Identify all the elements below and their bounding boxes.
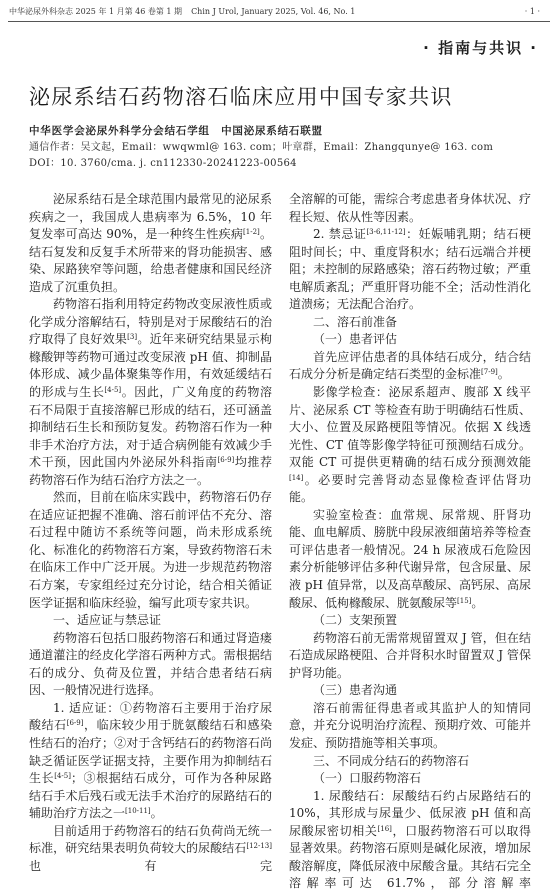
paragraph <box>29 191 272 296</box>
paragraph <box>29 700 272 823</box>
paragraph-text: ；③根据结石成分，可作为各种尿路结石手术后残石或无法手术治疗的尿路结石的辅助治疗方法之一 <box>29 771 272 821</box>
paragraph-text: 。 <box>150 806 163 821</box>
citation: [10-11] <box>125 807 151 816</box>
paragraph <box>289 507 531 612</box>
paragraph: 药物溶石前无需常规留置双 J 管，但在结石造成尿路梗阻、合并肾积水时留置双 J 管保护肾功能。 <box>289 630 531 680</box>
header-rule <box>8 21 550 22</box>
citation: [6-9] <box>66 719 84 728</box>
paragraph-text: 。结石复发和反复手术所带来的肾功能损害、感染、尿路狭窄等问题，给患者健康和国民经济造成了沉重负担。 <box>29 227 272 294</box>
corresponding-authors: 通信作者：吴文起，Email：wwqwml@ 163. com；叶章群，Email：Zhangqunye@ 163. com <box>29 142 494 153</box>
paragraph-text: 1. 尿酸结石：尿酸结石约占尿路结石的 10%，其形成与尿量少、低尿液 pH 值和高尿酸尿密切相关 <box>289 788 531 838</box>
citation: [4-5] <box>104 386 122 395</box>
subsection-heading: （二）支架预置 <box>313 613 398 628</box>
column-label: · 指南与共识 · <box>423 39 538 57</box>
right-column <box>289 191 531 891</box>
author-groups: 中华医学会泌尿外科学分会结石学组 中国泌尿系结石联盟 <box>29 125 323 137</box>
running-header <box>9 6 540 17</box>
doi: DOI：10. 3760/cma. j. cn112330-20241223-00564 <box>29 158 297 169</box>
paragraph-text: 目前适用于药物溶石的结石负荷尚无统一标准，研究结果表明负荷较大的尿酸结石 <box>29 823 272 856</box>
citation: [15] <box>457 596 472 605</box>
paragraph-text: 。必要时完善肾动态显像检查评估肾功能。 <box>289 472 531 505</box>
paragraph-text: 实验室检查：血常规、尿常规、肝肾功能、血电解质、膀胱中段尿液细菌培养等检查可评估患者一般情况。24 h 尿液成石危险因素分析能够评估多种代谢异常，包含尿量、尿液 pH 值异常，以及高草酸尿、高钙尿、高尿酸尿、低枸橼酸尿、胱氨酸尿等 <box>289 507 531 610</box>
citation: [16] <box>377 824 392 833</box>
citation: [1-2] <box>243 228 260 237</box>
subsection-heading: （一）口服药物溶石 <box>313 771 422 786</box>
paragraph-text: 。近年来研究结果显示枸橼酸钾等药物可通过改变尿液 pH 值、抑制晶体形成、减少晶体聚集等作用，有效延缓结石的形成与生长 <box>29 332 272 400</box>
citation: [7-9] <box>481 368 498 377</box>
subsection-heading: （三）患者沟通 <box>313 683 398 698</box>
paragraph <box>29 296 272 489</box>
paragraph-text: 也有完 <box>29 858 272 873</box>
paragraph-text: ，口服药物溶石可以取得显著效果。药物溶石原则是碱化尿液，增加尿酸溶解度，降低尿液中尿酸含量。其结石完全溶解率可达 61.7%，部分溶解率 <box>289 823 531 891</box>
paragraph-text: 首先应评估患者的具体结石成分，结合结石成分分析是确定结石类型的金标准 <box>289 349 531 382</box>
citation: [3-6,11-12] <box>366 228 406 237</box>
paragraph <box>289 226 531 314</box>
paragraph: 然而，目前在临床实践中，药物溶石仍存在适应证把握不准确、溶石前评估不充分、溶石过程中随访不系统等问题，尚未形成系统化、标准化的药物溶石方案，导致药物溶石未在临床工作中广泛开展。为进一步规范药物溶石方案，专家组经过充分讨论，结合相关循证医学证据和临床经验，编写此项专家共识。 <box>29 490 272 610</box>
paragraph-text: 药物溶石指利用特定药物改变尿液性质或化学成分溶解结石，特别是对于尿酸结石的治疗取得了良好效果 <box>29 297 272 347</box>
paragraph-text: 均推荐药物溶石作为结石治疗方法之一。 <box>29 455 272 487</box>
paragraph <box>29 823 272 876</box>
section-heading: 三、不同成分结石的药物溶石 <box>313 753 470 768</box>
paragraph-text: 。 <box>497 367 510 382</box>
left-column <box>29 191 272 873</box>
citation: [12-13] <box>246 842 272 851</box>
citation: [6-9] <box>217 456 235 465</box>
page-number: · 1 · <box>524 7 540 16</box>
paragraph <box>289 788 531 893</box>
paragraph-text: 。因此，广义角度的药物溶石不局限于直接溶解已形成的结石，还可涵盖抑制结石生长和预防复发。药物溶石作为一种非手术治疗方法，对于适合病例能有效减少手术干预，因此国内外泌尿外科指南 <box>29 385 272 470</box>
paragraph-text: ：妊娠哺乳期；结石梗阻时间长；中、重度肾积水；结石远端合并梗阻；未控制的尿路感染；溶石药物过敏；严重电解质紊乱；严重肝肾功能不全；活动性消化道溃疡；无法配合治疗。 <box>289 227 531 312</box>
article-title: 泌尿系结石药物溶石临床应用中国专家共识 <box>29 85 453 109</box>
paragraph-text: 泌尿系结石是全球范围内最常见的泌尿系疾病之一，我国成人患病率为 6.5%，10 年复发率可高达 90%，是一种终生性疾病 <box>29 192 272 242</box>
paragraph <box>289 384 531 507</box>
paragraph: 溶石前需征得患者或其监护人的知情同意，并充分说明治疗流程、预期疗效、可能并发症、预防措施等相关事项。 <box>289 700 531 750</box>
paragraph-text: 。 <box>471 595 484 610</box>
section-heading: 二、溶石前准备 <box>313 314 398 329</box>
paragraph-text: 2. 禁忌证 <box>313 227 367 242</box>
journal-citation-cn: 中华泌尿外科杂志 2025 年 1 月第 46 卷第 1 期 <box>9 7 183 16</box>
section-heading: 一、适应证与禁忌证 <box>53 613 162 628</box>
paragraph-text: ，临床较少用于胱氨酸结石和感染性结石的治疗；②对于含钙结石的药物溶石尚缺乏循证医学证据支持，主要作用为抑制结石生长 <box>29 718 272 786</box>
citation: [14] <box>289 473 304 482</box>
paragraph-text: 影像学检查：泌尿系超声、腹部 X 线平片、泌尿系 CT 等检查有助于明确结石性质、大小、位置及尿路梗阻等情况。依据 X 线透光性、CT 值等影像学特征可预测结石成分。双能 CT 可提供更精确的结石成分预测效能 <box>289 385 531 470</box>
journal-citation-en: Chin J Urol, January 2025, Vol. 46, No. 1 <box>191 7 356 16</box>
paragraph: 药物溶石包括口服药物溶石和通过肾造瘘通道灌注的经皮化学溶石两种方式。需根据结石的成分、负荷及位置，并结合患者结石病因、一般情况进行选择。 <box>29 630 272 698</box>
subsection-heading: （一）患者评估 <box>313 332 398 347</box>
citation: [4-5] <box>54 772 71 781</box>
paragraph <box>289 349 531 384</box>
citation: [3] <box>127 333 138 342</box>
paragraph-text: 1. 适应证：①药物溶石主要用于治疗尿酸结石 <box>29 700 272 733</box>
paragraph-continuation: 全溶解的可能，需综合考虑患者身体状况、疗程长短、依从性等因素。 <box>289 192 531 224</box>
